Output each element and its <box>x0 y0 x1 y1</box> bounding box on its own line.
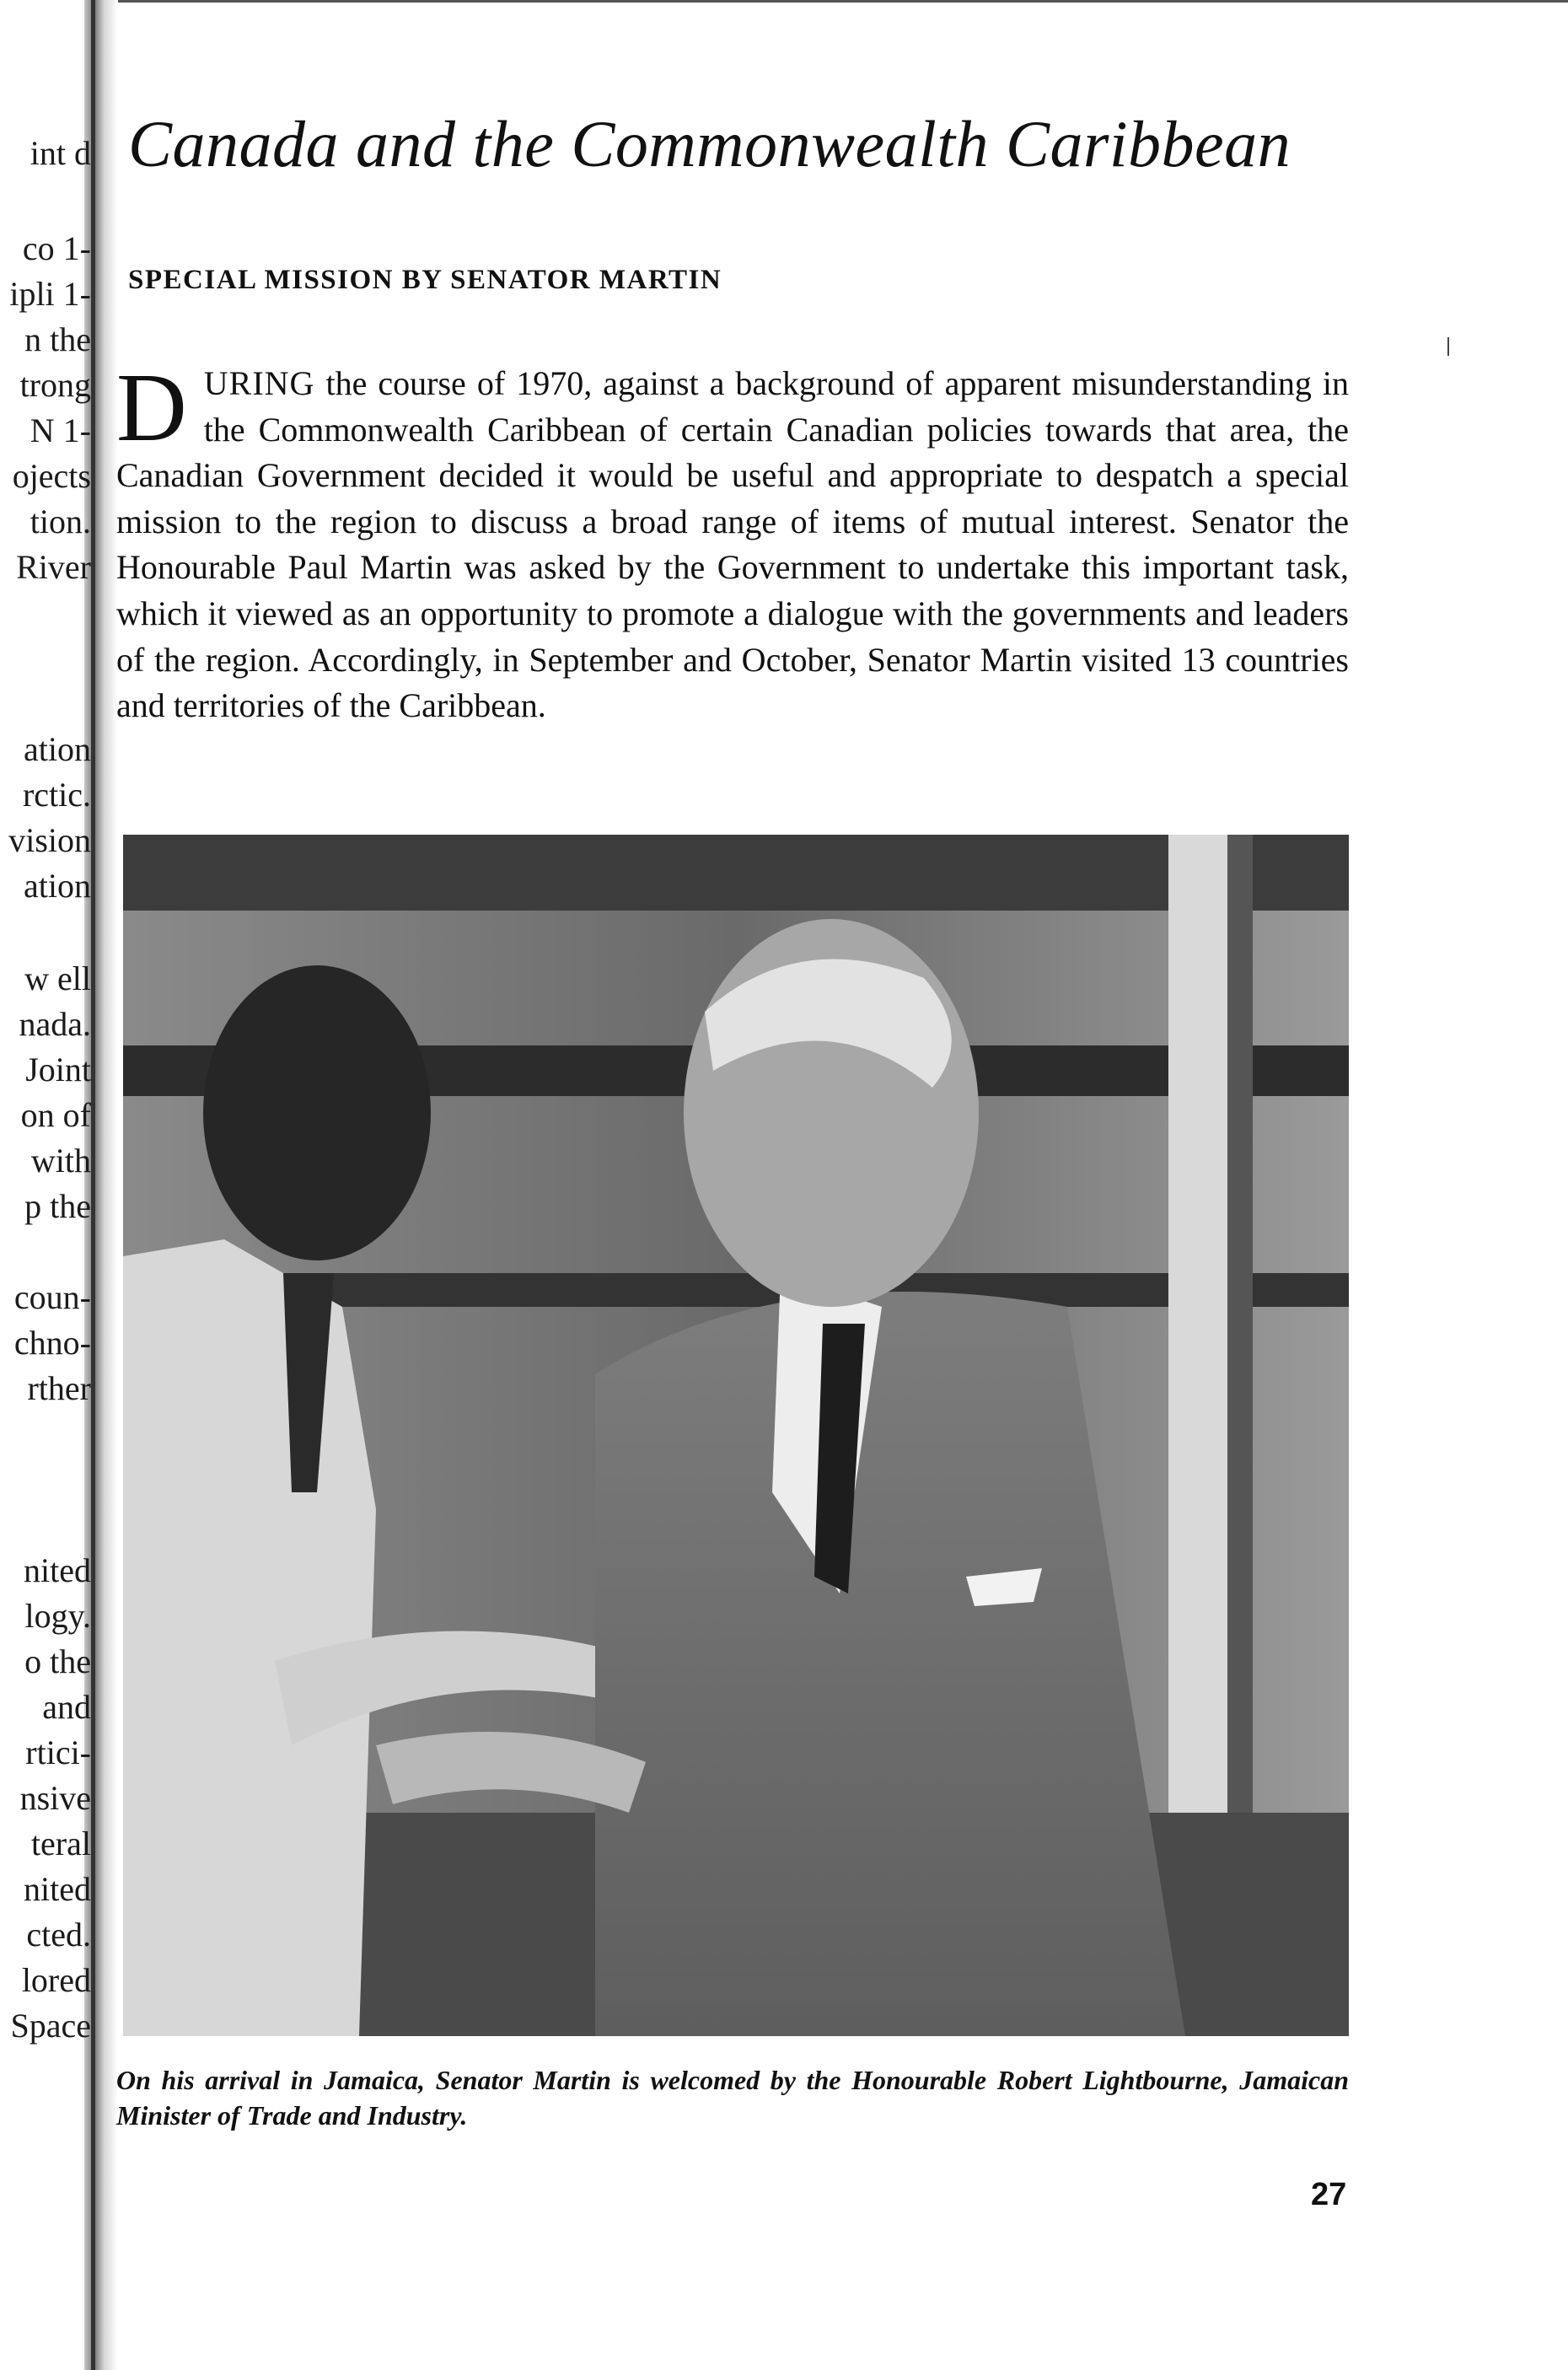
fragment-line: ation <box>24 730 91 768</box>
article-subtitle: SPECIAL MISSION BY SENATOR MARTIN <box>128 265 722 295</box>
fragment-line: rther <box>27 1369 91 1407</box>
previous-page-column <box>0 0 94 2370</box>
fragment-line: teral <box>30 1825 91 1862</box>
fragment-line: ation <box>24 867 91 905</box>
fragment-line: Space <box>10 2007 91 2045</box>
fragment-line: co 1- <box>22 229 91 267</box>
fragment-line: and <box>42 1688 91 1726</box>
fragment-line: on of <box>20 1096 91 1134</box>
fragment-line: p the <box>24 1187 91 1225</box>
fragment-line: nited <box>24 1551 91 1589</box>
fragment-line: rtici- <box>25 1733 91 1771</box>
fragment-line: vision <box>8 821 91 859</box>
fragment-line: nsive <box>19 1779 91 1817</box>
fragment-line: nada. <box>19 1005 91 1043</box>
fragment-line: w ell <box>24 959 91 997</box>
fragment-line: int d <box>30 134 91 172</box>
fragment-line: N 1- <box>30 411 91 449</box>
page-number: 27 <box>1311 2177 1347 2212</box>
fragment-line: tion. <box>30 502 91 540</box>
body-text: the course of 1970, against a background of apparent misunderstanding in the Commonwealth Caribbean of certain Canadian policies towards that area, the Canadian Government decided it would be useful and appropriate to despatch a special mission to the region to discuss a broad range of items of mutual interest. Senator the Honourable Paul Martin was asked by the Government to undertake this important task, which it viewed as an opportunity to promote a dialogue with the governments and leaders of the region. Accordingly, in September and October, Senator Martin visited 13 countries and territories of the Caribbean. <box>116 364 1349 725</box>
fragment-line: o the <box>24 1642 91 1680</box>
stray-mark <box>1447 337 1449 356</box>
fragment-line: with <box>30 1142 91 1180</box>
fragment-line: chno- <box>13 1324 91 1362</box>
article-title: Canada and the Commonwealth Caribbean <box>128 107 1291 180</box>
fragment-line: logy. <box>24 1597 91 1635</box>
fragment-line: ojects <box>12 457 91 495</box>
lead-word: URING <box>203 364 315 402</box>
photo-illustration <box>123 835 1349 2036</box>
top-rule <box>118 0 1568 3</box>
fragment-line: River <box>16 548 91 586</box>
fragment-line: Joint <box>25 1051 91 1088</box>
fragment-line: coun- <box>13 1278 91 1316</box>
fragment-line: n the <box>24 320 91 358</box>
fragment-line: nited <box>24 1870 91 1908</box>
fragment-line: cted. <box>26 1916 91 1954</box>
article-body <box>116 354 1349 729</box>
fragment-line: rctic. <box>22 776 91 814</box>
fragment-line: trong <box>19 366 91 404</box>
drop-cap: D <box>116 354 187 462</box>
fragment-line: ipli 1- <box>9 275 91 313</box>
photo-caption: On his arrival in Jamaica, Senator Martin is welcomed by the Honourable Robert Lightbourne, Jamaican Minister of Trade and Industry. <box>116 2065 1349 2131</box>
fragment-line: lored <box>21 1961 91 1999</box>
article-photo <box>123 835 1349 2036</box>
